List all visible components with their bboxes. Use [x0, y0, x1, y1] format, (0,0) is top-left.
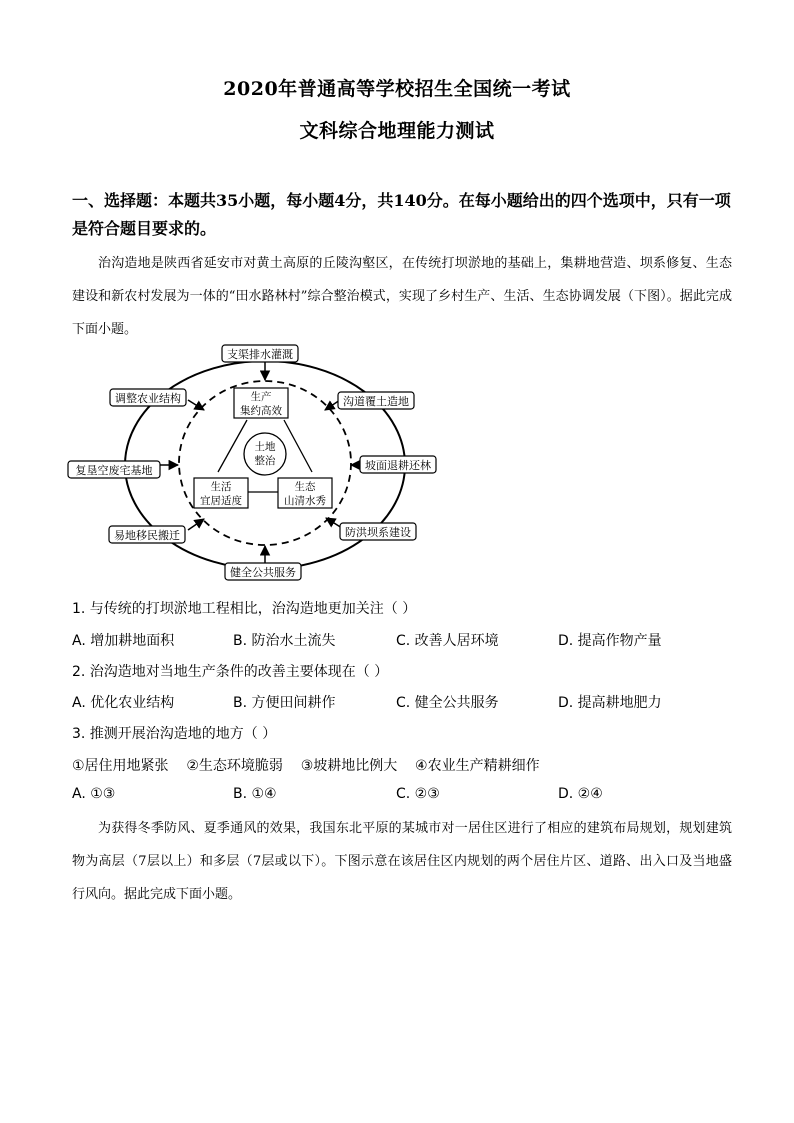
q1-option-c[interactable]: C. 改善人居环境 [396, 633, 499, 649]
svg-text:集约高效: 集约高效 [240, 405, 282, 417]
question-1-stem: 1. 与传统的打坝淤地工程相比，治沟造地更加关注（ ） [72, 601, 417, 617]
outer-box-bottom [225, 563, 301, 580]
q2-option-c[interactable]: C. 健全公共服务 [396, 695, 499, 711]
q1-option-b[interactable]: B. 防治水土流失 [233, 633, 336, 649]
q3-option-a[interactable]: A. ①③ [72, 786, 116, 802]
outer-box-lower-left [109, 526, 185, 543]
passage-1: 治沟造地是陕西省延安市对黄土高原的丘陵沟壑区，在传统打坝淤地的基础上，集耕地营造、坝系修复、生态建设和新农村发展为一体的“田水路林村”综合整治模式，实现了乡村生产、生活、生态协调发展（下图）。据此完成下面小题。 [72, 256, 732, 337]
center-circle [244, 433, 286, 475]
center-label-1: 土地 [254, 441, 276, 453]
question-3-statements: ①居住用地紧张 ②生态环境脆弱 ③坡耕地比例大 ④农业生产精耕细作 [72, 758, 540, 774]
question-3-stem: 3. 推测开展治沟造地的地方（ ） [72, 726, 277, 742]
q2-option-a[interactable]: A. 优化农业结构 [72, 695, 175, 711]
svg-text:沟道覆土造地: 沟道覆土造地 [343, 395, 409, 408]
inner-box-ecology [278, 478, 332, 508]
svg-text:坡面退耕还林: 坡面退耕还林 [365, 459, 431, 472]
svg-text:山清水秀: 山清水秀 [284, 495, 326, 507]
inner-box-production [234, 388, 288, 418]
section-heading: 一、选择题：本题共35小题，每小题4分，共140分。在每小题给出的四个选项中，只有一项是符合题目要求的。 [72, 191, 731, 238]
land-consolidation-diagram [62, 342, 442, 582]
inner-box-living [194, 478, 248, 508]
q3-option-d[interactable]: D. ②④ [558, 786, 603, 802]
outer-box-left [68, 461, 160, 478]
outer-box-top [222, 345, 298, 362]
center-label-2: 整治 [254, 455, 276, 467]
exam-title: 2020年普通高等学校招生全国统一考试 [223, 78, 571, 100]
q2-option-b[interactable]: B. 方便田间耕作 [233, 695, 336, 711]
svg-text:生态: 生态 [294, 481, 316, 493]
exam-subtitle: 文科综合地理能力测试 [299, 120, 495, 142]
outer-box-lower-right [340, 523, 416, 540]
question-2-stem: 2. 治沟造地对当地生产条件的改善主要体现在（ ） [72, 664, 389, 680]
outer-box-right [360, 456, 436, 473]
svg-text:生产: 生产 [250, 391, 272, 403]
outer-box-upper-right [338, 392, 414, 409]
svg-text:支渠排水灌溉: 支渠排水灌溉 [227, 348, 293, 361]
svg-text:健全公共服务: 健全公共服务 [230, 566, 296, 579]
svg-text:复垦空废宅基地: 复垦空废宅基地 [75, 464, 153, 477]
q1-option-d[interactable]: D. 提高作物产量 [558, 633, 662, 649]
outer-box-upper-left [110, 389, 186, 406]
q3-option-c[interactable]: C. ②③ [396, 786, 440, 802]
svg-text:宜居适度: 宜居适度 [200, 495, 242, 507]
svg-text:生活: 生活 [210, 481, 232, 493]
svg-text:防洪坝系建设: 防洪坝系建设 [345, 526, 411, 539]
q1-option-a[interactable]: A. 增加耕地面积 [72, 633, 175, 649]
svg-text:调整农业结构: 调整农业结构 [115, 392, 181, 405]
passage-2: 为获得冬季防风、夏季通风的效果，我国东北平原的某城市对一居住区进行了相应的建筑布局规划，规划建筑物为高层（7层以上）和多层（7层或以下）。下图示意在该居住区内规划的两个居住片区、道路、出入口及当地盛行风向。据此完成下面小题。 [72, 821, 732, 902]
svg-text:易地移民搬迁: 易地移民搬迁 [114, 529, 180, 542]
q3-option-b[interactable]: B. ①④ [233, 786, 277, 802]
q2-option-d[interactable]: D. 提高耕地肥力 [558, 695, 662, 711]
